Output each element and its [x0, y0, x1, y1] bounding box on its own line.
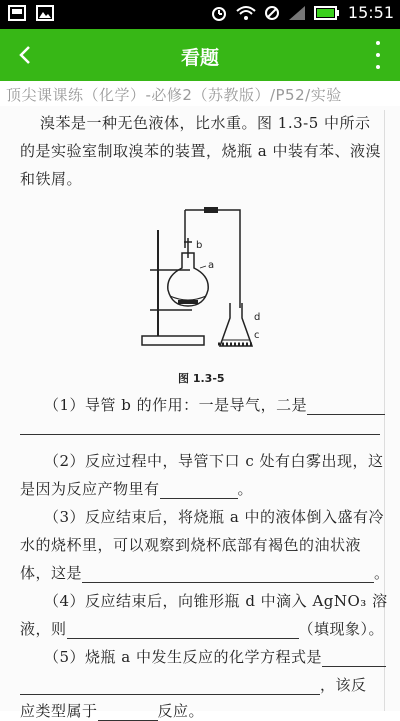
question-1: [44, 394, 385, 415]
answer-blank: [98, 706, 158, 721]
question-5-line-1: [44, 646, 386, 667]
answer-blank: [160, 484, 238, 499]
image-icon: [36, 5, 54, 21]
answer-blank-line: [20, 434, 380, 435]
question-1-text: （1）导管 b 的作用：一是导气，二是: [44, 396, 308, 414]
period: 。: [374, 564, 390, 582]
notification-icon: [8, 5, 26, 21]
more-dot-icon: [376, 41, 380, 45]
question-4-text: 液，则: [20, 620, 67, 638]
question-2-line-1: （2）反应过程中，导管下口 c 处有白雾出现，这: [44, 452, 384, 470]
status-time: 15:51: [347, 3, 394, 22]
answer-blank: [322, 652, 386, 667]
question-3-line-2: 水的烧杯里，可以观察到烧杯底部有褐色的油状液: [20, 536, 362, 554]
question-2-line-2: [20, 478, 253, 499]
figure-caption: 图 1.3-5: [178, 372, 225, 385]
question-2-text: 是因为反应产物里有: [20, 480, 160, 498]
wifi-icon: [236, 5, 256, 21]
question-4-hint: （填现象）。: [298, 620, 385, 638]
page-title: 看题: [180, 47, 219, 69]
question-5-text-4: 反应。: [157, 702, 205, 720]
intro-line-2: 的是实验室制取溴苯的装置，烧瓶 a 中装有苯、液溴: [20, 142, 381, 160]
status-bar: [0, 0, 400, 29]
apparatus-figure: [130, 198, 260, 353]
breadcrumb: 顶尖课课练（化学）-必修2（苏教版）/P52/实验: [6, 86, 342, 104]
blocked-icon: [264, 5, 280, 21]
signal-icon: [288, 5, 306, 21]
intro-line-3: 和铁屑。: [20, 170, 83, 188]
answer-blank: [20, 680, 320, 695]
question-5-text: （5）烧瓶 a 中发生反应的化学方程式是: [44, 648, 323, 666]
question-5-line-2: [20, 674, 367, 695]
question-4-line-1: （4）反应结束后，向锥形瓶 d 中滴入 AgNO₃ 溶: [44, 592, 388, 610]
figure-label-d: d: [254, 312, 260, 323]
question-4-line-2: [20, 618, 384, 639]
question-5-text-3: 应类型属于: [20, 702, 98, 720]
more-dot-icon: [376, 53, 380, 57]
figure-label-b: b: [196, 240, 203, 251]
battery-icon: [314, 6, 340, 20]
question-3-line-1: （3）反应结束后，将烧瓶 a 中的液体倒入盛有冷: [44, 508, 385, 526]
figure-label-c: c: [254, 330, 260, 341]
intro-line-1: 溴苯是一种无色液体，比水重。图 1.3-5 中所示: [40, 114, 371, 132]
app-bar: [0, 29, 400, 81]
alarm-icon: [210, 4, 228, 22]
figure-label-a: a: [208, 260, 215, 271]
question-3-line-3: [20, 562, 390, 583]
period: 。: [237, 480, 254, 498]
question-5-text-2: ，该反: [320, 676, 367, 694]
question-3-text: 体，这是: [20, 564, 83, 582]
answer-blank: [82, 568, 374, 583]
answer-blank: [307, 400, 385, 415]
more-dot-icon: [376, 65, 380, 69]
answer-blank: [67, 624, 299, 639]
more-options-button[interactable]: [370, 41, 386, 69]
